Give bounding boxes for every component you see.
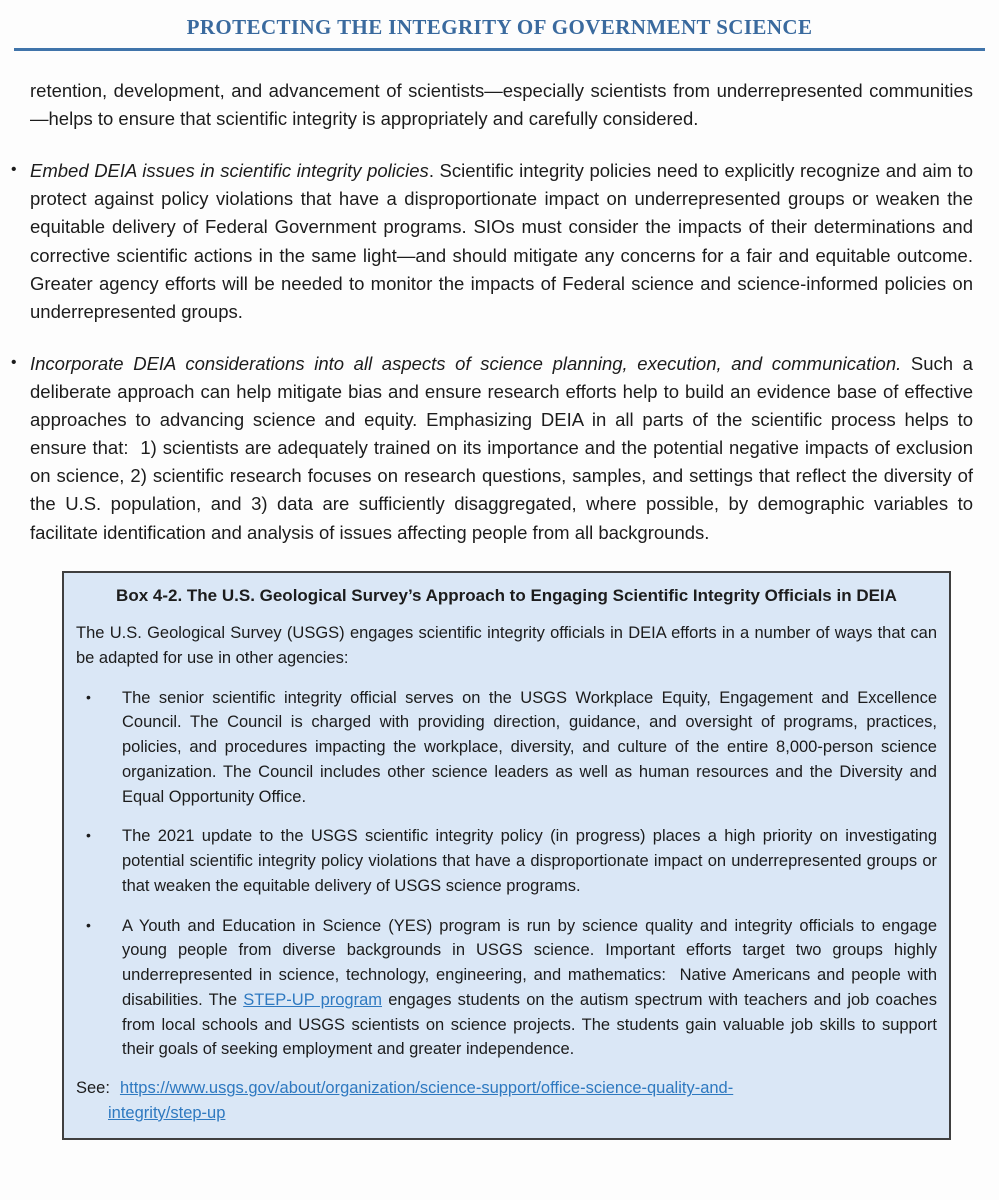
list-item (11, 157, 973, 326)
page-header (0, 0, 999, 51)
box-list-item-text: A Youth and Education in Science (YES) program is run by science quality and integrity officials to engage young people from diverse backgrounds in USGS science. Important efforts target two groups highly underrepresented in science, technology, engineering, and mathematics: Native Americans and people with disabilities. The (122, 916, 937, 1009)
box-list-item-text: The senior scientific integrity official serves on the USGS Workplace Equity, Engagement and Excellence Council. The Council is charged with providing direction, guidance, and oversight of programs, practices, policies, and procedures impacting the workplace, diversity, and culture of the entire 8,000-person science organization. The Council includes other science leaders as well as human resources and the Diversity and Equal Opportunity Office. (122, 688, 937, 806)
box-list-item (86, 686, 937, 810)
box-list-item-text: engages students on the autism spectrum with teachers and job coaches from local schools and USGS scientists on science projects. The students gain valuable job skills to support their goals of seeking employment and greater independence. (122, 990, 937, 1059)
list-item-text: . Scientific integrity policies need to explicitly recognize and aim to protect against policy violations that have a disproportionate impact on underrepresented groups or weaken the equitable delivery of Federal Government programs. SIOs must consider the impacts of their determinations and corrective scientific actions in the same light—and should mitigate any concerns for a fair and equitable outcome. Greater agency efforts will be needed to monitor the impacts of Federal science and science-informed policies on underrepresented groups. (30, 160, 973, 322)
bullet-icon: • (86, 688, 91, 705)
box-4-2 (62, 571, 951, 1140)
main-content (11, 77, 973, 1140)
box-title: Box 4-2. The U.S. Geological Survey’s Approach to Engaging Scientific Integrity Officials in DEIA (116, 585, 897, 605)
url-line-1: https://www.usgs.gov/about/organization/science-support/office-science-quality-and- (119, 1079, 734, 1098)
page-title: PROTECTING THE INTEGRITY OF GOVERNMENT SCIENCE (186, 15, 813, 39)
box-intro-paragraph: The U.S. Geological Survey (USGS) engages scientific integrity officials in DEIA efforts in a number of ways that can be adapted for use in other agencies: (76, 624, 937, 667)
bullet-icon: • (86, 916, 91, 933)
box-list-item (86, 914, 937, 1063)
list-item-text: Such a deliberate approach can help mitigate bias and ensure research efforts help to build an evidence base of effective approaches to advancing science and equity. Emphasizing DEIA in all parts of the scientific process helps to ensure that: 1) scientists are adequately trained on its importance and the potential negative impacts of exclusion on science, 2) scientific research focuses on research questions, samples, and settings that reflect the diversity of the U.S. population, and 3) data are sufficiently disaggregated, where possible, by demographic variables to facilitate identification and analysis of issues affecting people from all backgrounds. (30, 352, 973, 543)
see-reference-line (76, 1076, 937, 1126)
body-paragraph: retention, development, and advancement of scientists—especially scientists from underrepresented communities—helps to ensure that scientific integrity is appropriately and carefully considered. (30, 80, 973, 130)
step-up-program-link[interactable]: STEP-UP program (243, 990, 383, 1009)
bullet-icon: • (86, 827, 91, 844)
list-item-lead: Embed DEIA issues in scientific integrity policies (30, 160, 429, 182)
box-list-item (86, 824, 937, 898)
bullet-icon: • (11, 161, 17, 179)
url-line-2: integrity/step-up (108, 1103, 226, 1122)
usgs-step-up-url-link[interactable] (108, 1079, 733, 1122)
list-item-lead: Incorporate DEIA considerations into all aspects of science planning, execution, and communication. (30, 352, 902, 374)
header-divider (14, 48, 985, 51)
see-label: See: (76, 1079, 110, 1098)
list-item (11, 350, 973, 547)
box-list-item-text: The 2021 update to the USGS scientific integrity policy (in progress) places a high priority on investigating potential scientific integrity policy violations that have a disproportionate impact on underrepresented groups or that weaken the equitable delivery of USGS science programs. (122, 827, 937, 895)
bullet-icon: • (11, 353, 17, 371)
